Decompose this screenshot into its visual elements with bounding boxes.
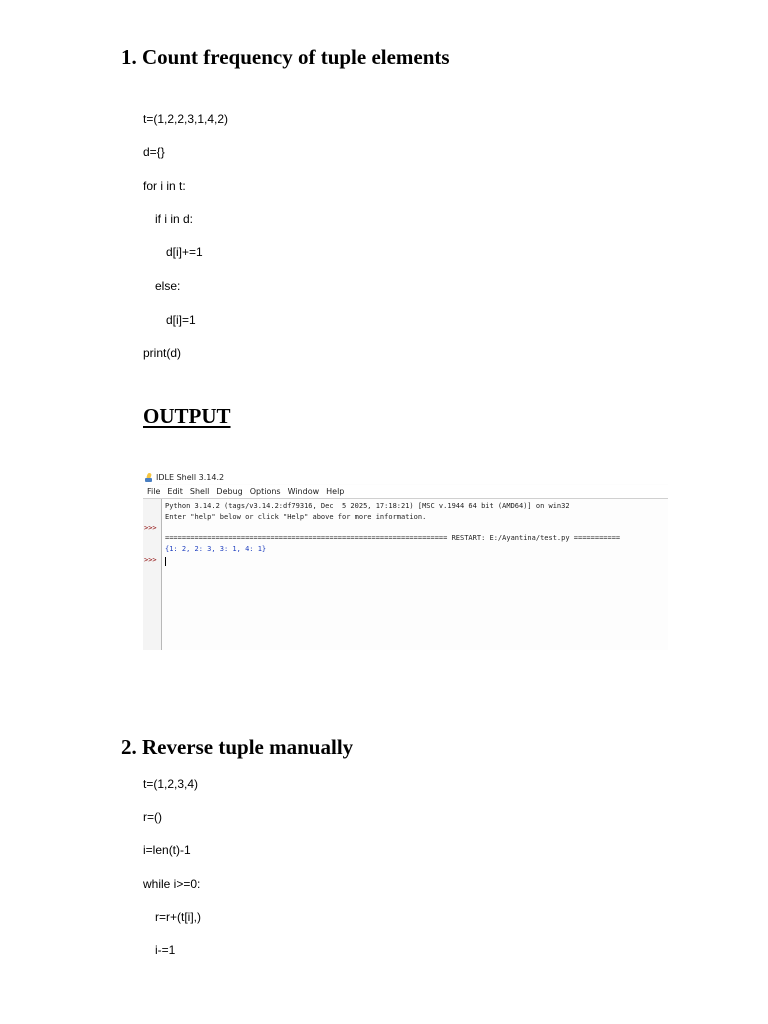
code-line: d[i]+=1 — [166, 245, 203, 259]
code-line: print(d) — [143, 346, 182, 360]
program-output: {1: 2, 2: 3, 3: 1, 4: 1} — [165, 545, 267, 553]
idle-menubar — [143, 485, 668, 499]
code-line: r=() — [143, 810, 162, 824]
code-line: t=(1,2,2,3,1,4,2) — [143, 112, 229, 126]
idle-prompt-gutter — [143, 499, 162, 650]
idle-window-title: IDLE Shell 3.14.2 — [156, 472, 225, 482]
code-line: else: — [155, 279, 181, 293]
python-help-hint: Enter "help" below or click "Help" above for more information. — [165, 513, 427, 521]
code-line: i-=1 — [155, 943, 176, 957]
shell-prompt: >>> — [144, 524, 157, 532]
code-line: d[i]=1 — [166, 313, 196, 327]
text-cursor[interactable] — [165, 557, 166, 566]
menu-window[interactable]: Window — [287, 487, 320, 496]
menu-help[interactable]: Help — [326, 487, 345, 496]
code-line: r=r+(t[i],) — [155, 910, 202, 924]
menu-debug[interactable]: Debug — [216, 487, 243, 496]
code-line: while i>=0: — [143, 877, 201, 891]
menu-options[interactable]: Options — [249, 487, 281, 496]
menu-file[interactable]: File — [147, 487, 161, 496]
idle-shell-screenshot — [143, 470, 668, 650]
section-1-heading: 1. Count frequency of tuple elements — [121, 45, 450, 69]
python-banner: Python 3.14.2 (tags/v3.14.2:df79316, Dec 5 2025, 17:18:21) [MSC v.1944 64 bit (AMD64)] on win32 — [165, 502, 570, 510]
menu-edit[interactable]: Edit — [167, 487, 183, 496]
code-line: if i in d: — [155, 212, 194, 226]
section-2-heading: 2. Reverse tuple manually — [121, 735, 354, 759]
restart-line: =================================================================== RESTART: E:/Ayantina/test.py =========== — [165, 534, 621, 542]
menu-shell[interactable]: Shell — [189, 487, 210, 496]
idle-app-icon — [145, 473, 153, 482]
code-line: i=len(t)-1 — [143, 843, 191, 857]
code-line: d={} — [143, 145, 165, 159]
code-line: for i in t: — [143, 179, 186, 193]
shell-prompt: >>> — [144, 556, 157, 564]
output-heading: OUTPUT — [143, 404, 231, 428]
code-line: t=(1,2,3,4) — [143, 777, 199, 791]
idle-titlebar — [143, 470, 668, 484]
